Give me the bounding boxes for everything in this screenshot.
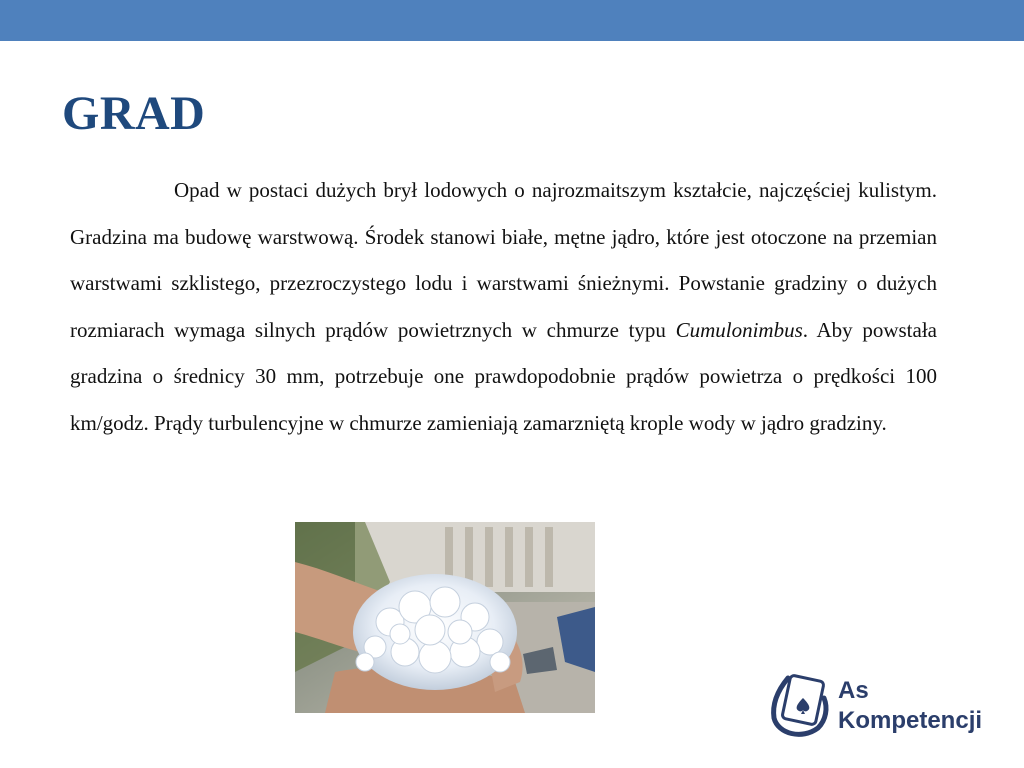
logo-text — [838, 676, 982, 736]
top-accent-bar — [0, 0, 1024, 41]
logo-line-kompetencji: Kompetencji — [838, 707, 983, 734]
slide-paragraph — [70, 167, 937, 446]
slide-title: GRAD — [62, 87, 206, 140]
paragraph-text-part-1: Opad w postaci dużych brył lodowych o najrozmaitszym kształcie, najczęściej kulistym. Gradzina ma budowę warstwową. Środek stanowi białe, mętne jądro, które jest otoczone na przemian warstwami szklistego, przezroczystego lodu i warstwami śnieżnymi. Powstanie gradziny o dużych rozmiarach wymaga silnych prądów powietrznych w chmurze typu — [70, 178, 937, 342]
as-kompetencji-logo — [768, 672, 998, 748]
spade-card-icon — [768, 672, 832, 742]
paragraph-italic-term: Cumulonimbus — [675, 317, 803, 342]
paragraph-text-part-2: . Aby powstała gradzina o średnicy 30 mm, potrzebuje one prawdopodobnie prądów powietrza o prędkości 100 km/godz. Prądy turbulencyjne w chmurze zamieniają zamarzniętą krople wody w jądro gradziny. — [70, 317, 937, 435]
logo-line-as: As — [838, 677, 869, 704]
hailstones-photo — [295, 522, 595, 713]
